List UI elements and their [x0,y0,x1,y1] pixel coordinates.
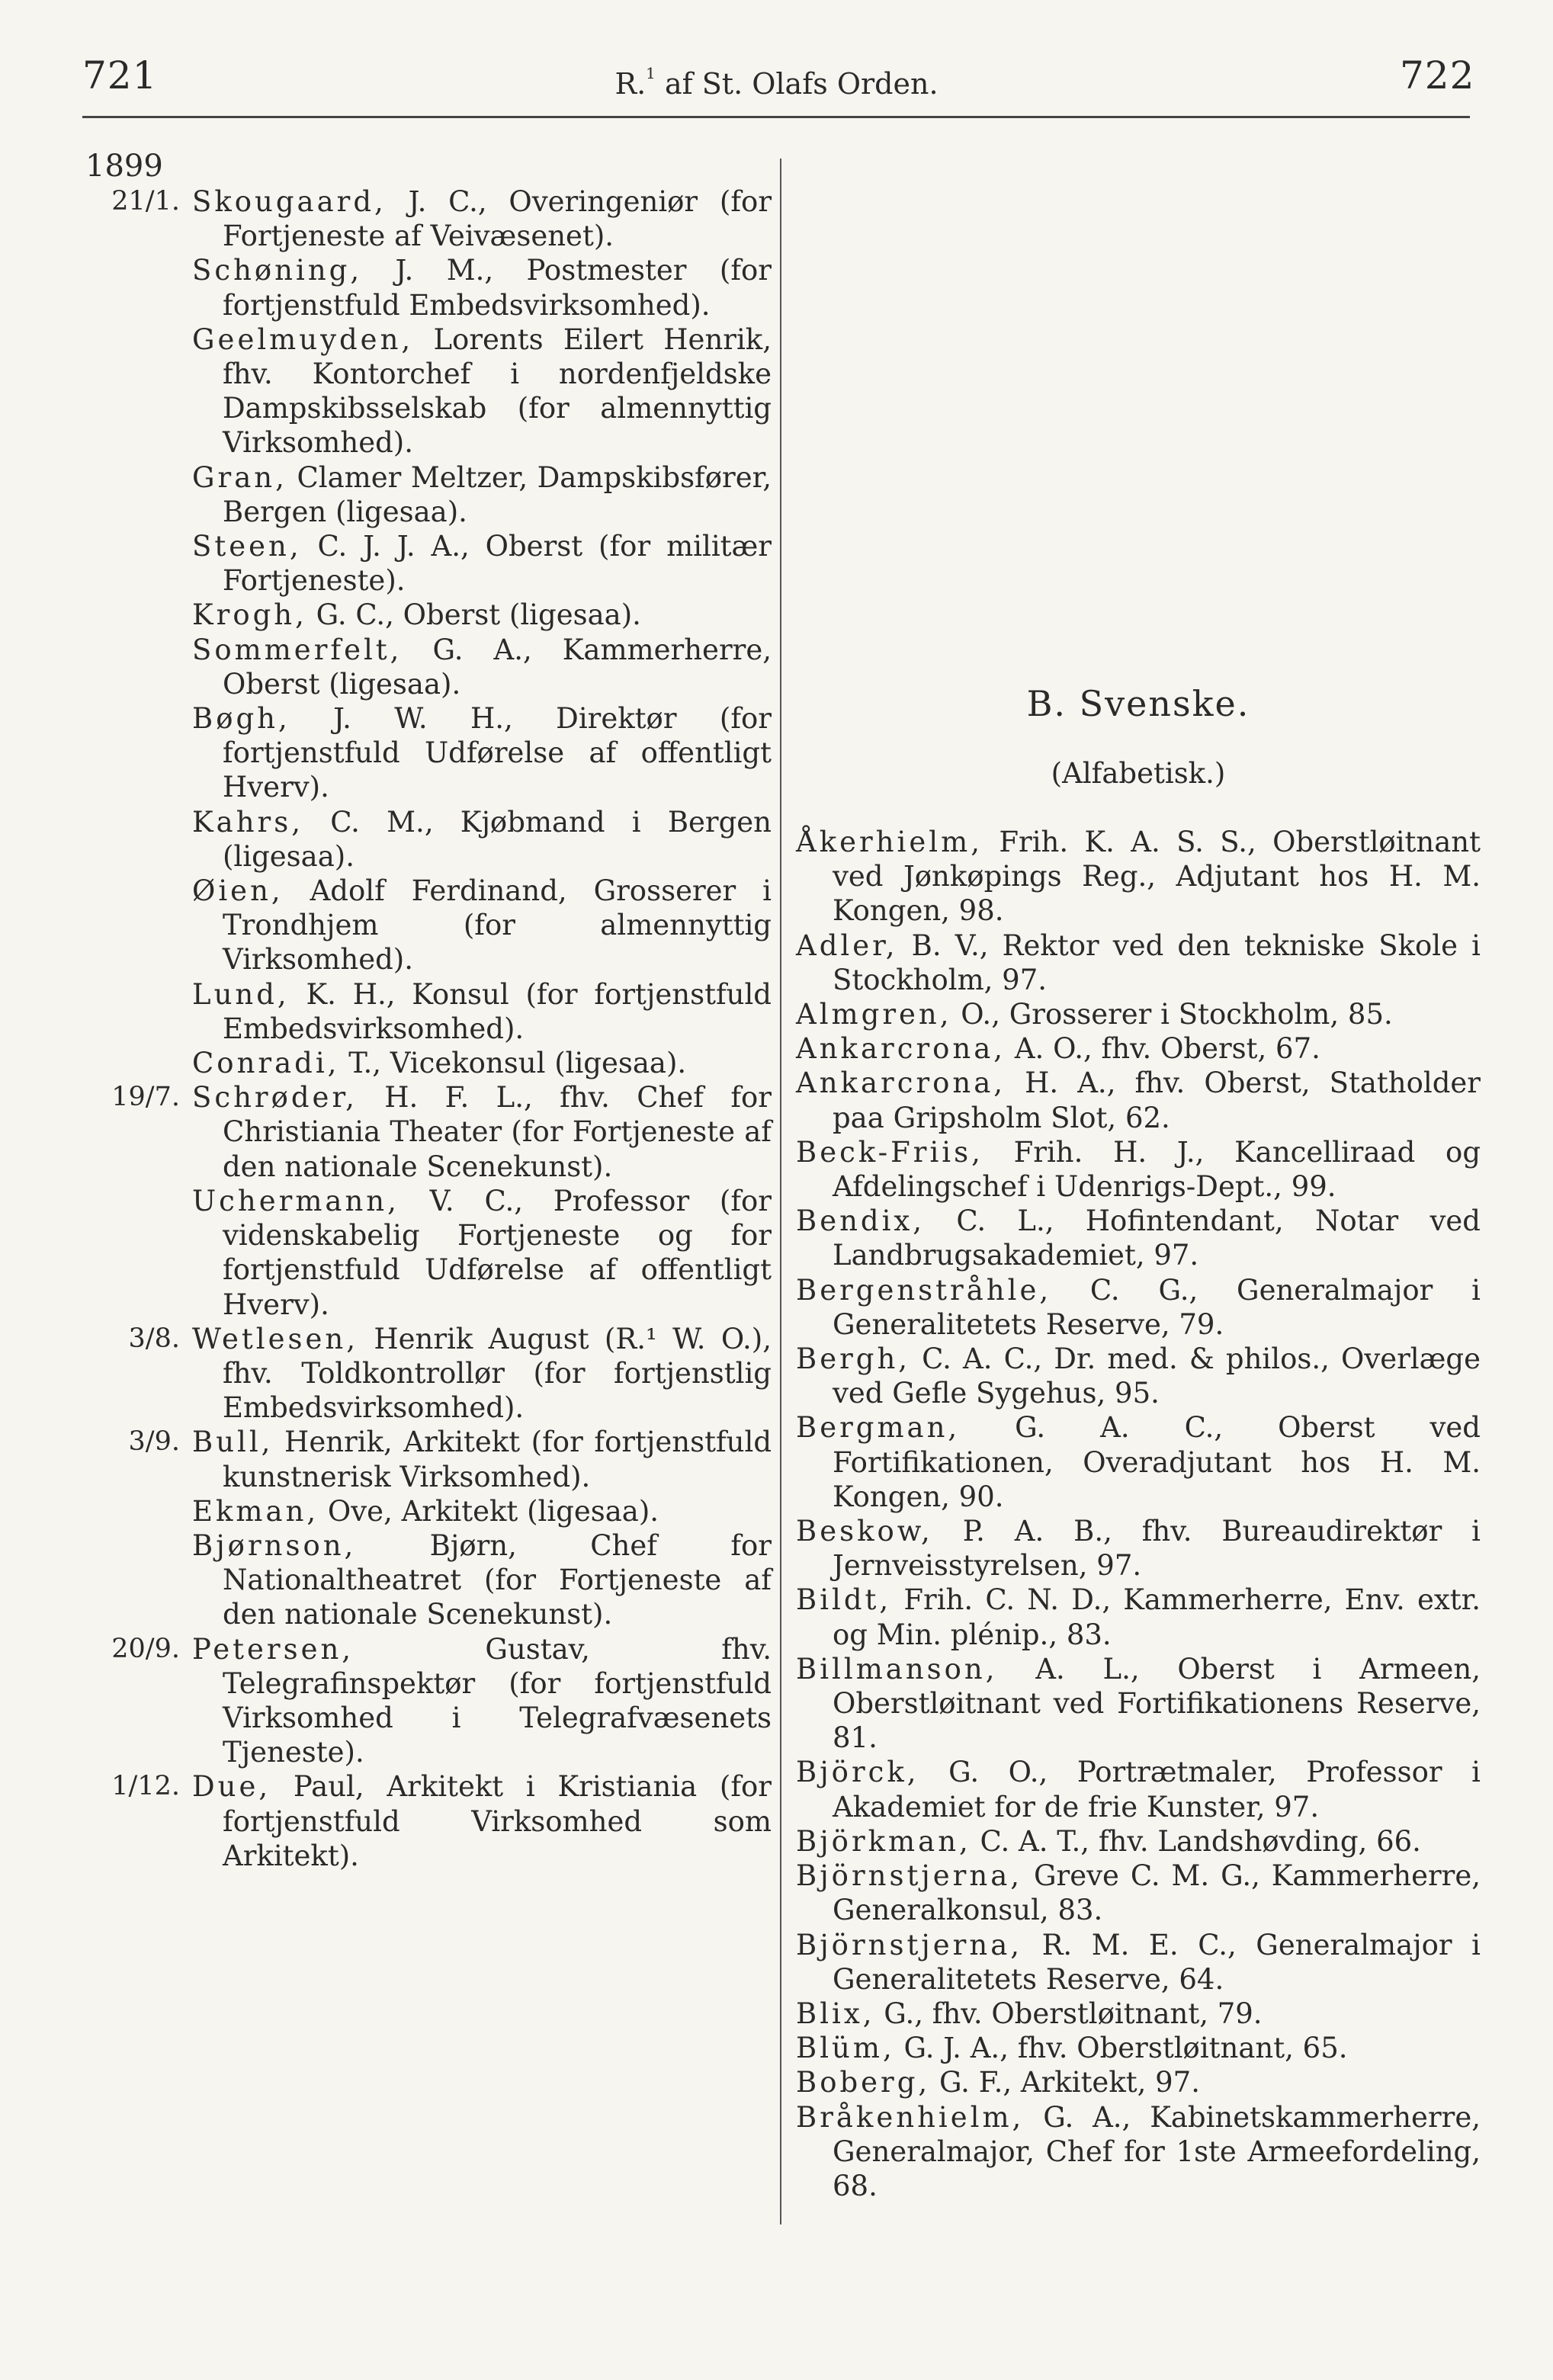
entry-text: Gustav, fhv. Telegrafinspektør (for fortjenstfuld Virksomhed i Telegrafvæsenets Tjeneste). [223,1632,772,1769]
entry-text: G., fhv. Oberstløitnant, 79. [874,1997,1263,2030]
entry-wrapper [192,322,772,460]
list-item [192,253,772,322]
entry-name: Bull, [192,1426,274,1459]
entry-text: T., Vicekonsul (ligesaa). [339,1047,687,1080]
list-item [796,1928,1481,1997]
entry-text: B. V., Rektor ved den tekniske Skole i Stockholm, 97. [833,929,1481,996]
entry-text: G. A. C., Oberst ved Fortifikationen, Overadjutant hos H. M. Kongen, 90. [833,1411,1481,1513]
date-label: 3/8. [128,1323,180,1354]
entry-name: Wetlesen, [192,1322,358,1355]
entry-text: G. F., Arkitekt, 97. [930,2066,1200,2099]
list-item [796,929,1481,997]
list-item [192,322,772,460]
entry-text: V. C., Professor (for videnskabelig Fortjeneste og for fortjenstfuld Udførelse af offentligt Hverv). [223,1184,772,1321]
entry-wrapper [192,253,772,322]
entry-text: Paul, Arkitekt i Kristiania (for fortjenstfuld Virksomhed som Arkitekt). [223,1770,772,1872]
entry-text: H. F. L., fhv. Chef for Christiania Theater (for Fortjeneste af den nationale Scenekunst). [223,1081,772,1183]
page-number-right: 722 [1400,53,1475,98]
entry-text: G. A., Kammerherre, Oberst (ligesaa). [223,633,772,701]
list-item [192,977,772,1046]
entry-name: Beskow, [796,1515,933,1548]
list-item [796,1859,1481,1927]
list-item [192,598,772,632]
entry-text: Henrik August (R.¹ W. O.), fhv. Toldkontrollør (for fortjenstlig Embedsvirksomhed). [223,1322,772,1425]
entry-name: Gran, [192,460,287,494]
list-item [796,2065,1481,2099]
section-title: B. Svenske. [1026,683,1250,724]
entry-wrapper [192,1046,772,1080]
date-label: 1/12. [111,1771,180,1802]
list-item [192,1046,772,1080]
entry-text: H. A., fhv. Oberst, Statholder paa Gripsholm Slot, 62. [833,1067,1481,1134]
entry-text: Clamer Meltzer, Dampskibsfører, Bergen (ligesaa). [223,460,772,528]
entry-text: Adolf Ferdinand, Grosserer i Trondhjem (for almennyttig Virksomhed). [223,874,772,977]
entry-name: Ankarcrona, [796,1032,1006,1066]
running-title-sup: 1 [646,64,656,83]
entry-name: Kahrs, [192,805,303,839]
entry-text: A. O., fhv. Oberst, 67. [1006,1032,1320,1066]
entry-wrapper [192,529,772,598]
page-header [0,53,1553,114]
list-item [796,1583,1481,1651]
section-subtitle: (Alfabetisk.) [1051,757,1226,790]
entry-wrapper [192,1184,772,1322]
list-item [796,825,1481,929]
list-item [796,1204,1481,1272]
list-item [796,997,1481,1031]
column-divider [780,159,781,2224]
list-item [192,1769,772,1873]
entry-wrapper [111,1769,772,1873]
entry-name: Björck, [796,1756,919,1789]
list-item [192,1425,772,1493]
list-item [192,1494,772,1528]
date-label: 19/7. [111,1082,180,1113]
entry-text: O., Grosserer i Stockholm, 85. [951,998,1393,1031]
entry-wrapper [111,1080,772,1184]
list-item [192,805,772,874]
entry-wrapper [192,874,772,977]
entry-name: Adler, [796,929,898,962]
entry-name: Krogh, [192,598,307,632]
list-item [796,1031,1481,1066]
entry-wrapper [128,1425,772,1493]
list-item [796,1755,1481,1823]
list-item [796,1652,1481,1756]
entry-text: C. A. T., fhv. Landshøvding, 66. [971,1824,1421,1858]
list-item [192,1184,772,1322]
entry-name: Bildt, [796,1583,892,1617]
list-item [796,2100,1481,2204]
entry-text: G. J. A., fhv. Oberstløitnant, 65. [894,2032,1348,2065]
entry-name: Ankarcrona, [796,1067,1006,1100]
entry-name: Bergenstråhle, [796,1273,1052,1307]
entry-name: Björnstjerna, [796,1928,1023,1961]
entry-text: Ove, Arkitekt (ligesaa). [319,1494,659,1528]
entry-text: G. O., Portrætmaler, Professor i Akademiet for de frie Kunster, 97. [833,1756,1481,1823]
entry-text: Frih. K. A. S. S., Oberstløitnant ved Jønkøpings Reg., Adjutant hos H. M. Kongen, 98. [833,826,1481,928]
entry-name: Åkerhielm, [796,826,983,858]
entry-wrapper [192,701,772,805]
list-item [796,1997,1481,2031]
entry-text: K. H., Konsul (for fortjenstfuld Embedsvirksomhed). [223,977,772,1045]
entry-wrapper [192,460,772,529]
running-title-suffix: af St. Olafs Orden. [655,67,939,101]
list-item [192,1632,772,1770]
list-item [192,1322,772,1426]
entry-name: Bråkenhielm, [796,2100,1025,2134]
entry-text: G. C., Oberst (ligesaa). [306,598,641,632]
list-item [192,701,772,805]
entry-wrapper [192,633,772,701]
entry-name: Ekman, [192,1494,319,1528]
entry-text: Greve C. M. G., Kammerherre, Generalkonsul, 83. [833,1859,1481,1927]
entry-name: Almgren, [796,998,952,1031]
entry-wrapper [128,1322,772,1426]
entry-wrapper [192,977,772,1046]
list-item [192,1080,772,1184]
page-number-left: 721 [82,53,158,98]
entry-name: Lund, [192,977,290,1011]
list-item [192,633,772,701]
date-label: 21/1. [111,186,180,217]
entry-text: Frih. H. J., Kancelliraad og Afdelingschef i Udenrigs-Dept., 99. [833,1135,1481,1204]
entry-text: P. A. B., fhv. Bureaudirektør i Jernveisstyrelsen, 97. [833,1515,1481,1583]
entry-wrapper [192,1494,772,1528]
entry-name: Beck-Friis, [796,1135,983,1169]
entry-name: Blix, [796,1997,875,2030]
list-item [796,1342,1481,1410]
entry-name: Billmanson, [796,1652,998,1686]
entry-name: Bjørnson, [192,1528,357,1562]
entry-name: Geelmuyden, [192,322,414,356]
entry-name: Petersen, [192,1632,355,1666]
entry-wrapper [192,598,772,632]
entry-text: J. W. H., Direktør (for fortjenstfuld Udførelse af offentligt Hverv). [223,702,772,804]
entry-text: C. M., Kjøbmand i Bergen (ligesaa). [223,805,772,873]
list-item [192,874,772,977]
entry-wrapper [192,805,772,874]
entry-text: Frih. C. N. D., Kammerherre, Env. extr. og Min. plénip., 83. [833,1583,1481,1651]
list-item [192,460,772,529]
entry-wrapper [192,1528,772,1632]
list-item [796,1273,1481,1342]
left-column [111,184,772,1873]
entry-text: J. M., Postmester (for fortjenstfuld Embedsvirksomhed). [223,254,772,322]
list-item [796,1514,1481,1583]
entry-text: C. L., Hofintendant, Notar ved Landbrugsakademiet, 97. [833,1204,1481,1272]
entry-name: Conradi, [192,1047,340,1080]
entry-text: Lorents Eilert Henrik, fhv. Kontorchef i nordenfjeldske Dampskibsselskab (for almennyttig Virksomhed). [223,322,772,460]
entry-name: Due, [192,1770,271,1804]
entry-name: Bøgh, [192,702,290,736]
entry-name: Schrøder, [192,1081,358,1115]
entry-text: Henrik, Arkitekt (for fortjenstfuld kunstnerisk Virksomhed). [223,1426,772,1493]
list-item [796,1824,1481,1859]
entry-name: Schøning, [192,254,363,287]
list-item [796,1066,1481,1134]
year-label: 1899 [85,149,163,184]
entry-name: Uchermann, [192,1184,399,1217]
list-item [192,529,772,598]
entry-text: Bjørn, Chef for Nationaltheatret (for Fortjeneste af den nationale Scenekunst). [223,1528,772,1631]
entry-wrapper [111,1632,772,1770]
entry-name: Björkman, [796,1824,971,1858]
running-title-prefix: R. [614,67,647,101]
entry-wrapper [111,184,772,253]
entry-name: Skougaard, [192,185,387,218]
date-label: 3/9. [128,1426,180,1458]
list-item [192,184,772,253]
list-item [796,1410,1481,1514]
entry-text: G. A., Kabinetskammerherre, Generalmajor, Chef for 1ste Armeefordeling, 68. [833,2100,1481,2202]
entry-name: Sommerfelt, [192,633,403,666]
entry-name: Blüm, [796,2032,895,2065]
entry-text: R. M. E. C., Generalmajor i Generalitetets Reserve, 64. [833,1928,1481,1996]
entry-name: Bergh, [796,1342,911,1376]
entry-name: Björnstjerna, [796,1859,1023,1893]
entry-text: C. G., Generalmajor i Generalitetets Reserve, 79. [833,1273,1481,1341]
entry-name: Bergman, [796,1411,961,1445]
entry-name: Øien, [192,874,284,908]
header-rule [82,116,1470,118]
right-column [796,825,1481,2203]
entry-name: Bendix, [796,1204,926,1238]
list-item [796,2031,1481,2065]
running-title [0,64,1553,101]
list-item [796,1135,1481,1204]
entry-text: J. C., Overingeniør (for Fortjeneste af Veivæsenet). [223,185,772,253]
entry-text: C. A. C., Dr. med. & philos., Overlæge ved Gefle Sygehus, 95. [833,1342,1481,1410]
list-item [192,1528,772,1632]
date-label: 20/9. [111,1633,180,1664]
entry-name: Steen, [192,530,302,563]
entry-name: Boberg, [796,2066,931,2099]
entry-text: C. J. J. A., Oberst (for militær Fortjeneste). [223,530,772,598]
entry-text: A. L., Oberst i Armeen, Oberstløitnant ved Fortifikationens Reserve, 81. [833,1652,1481,1755]
